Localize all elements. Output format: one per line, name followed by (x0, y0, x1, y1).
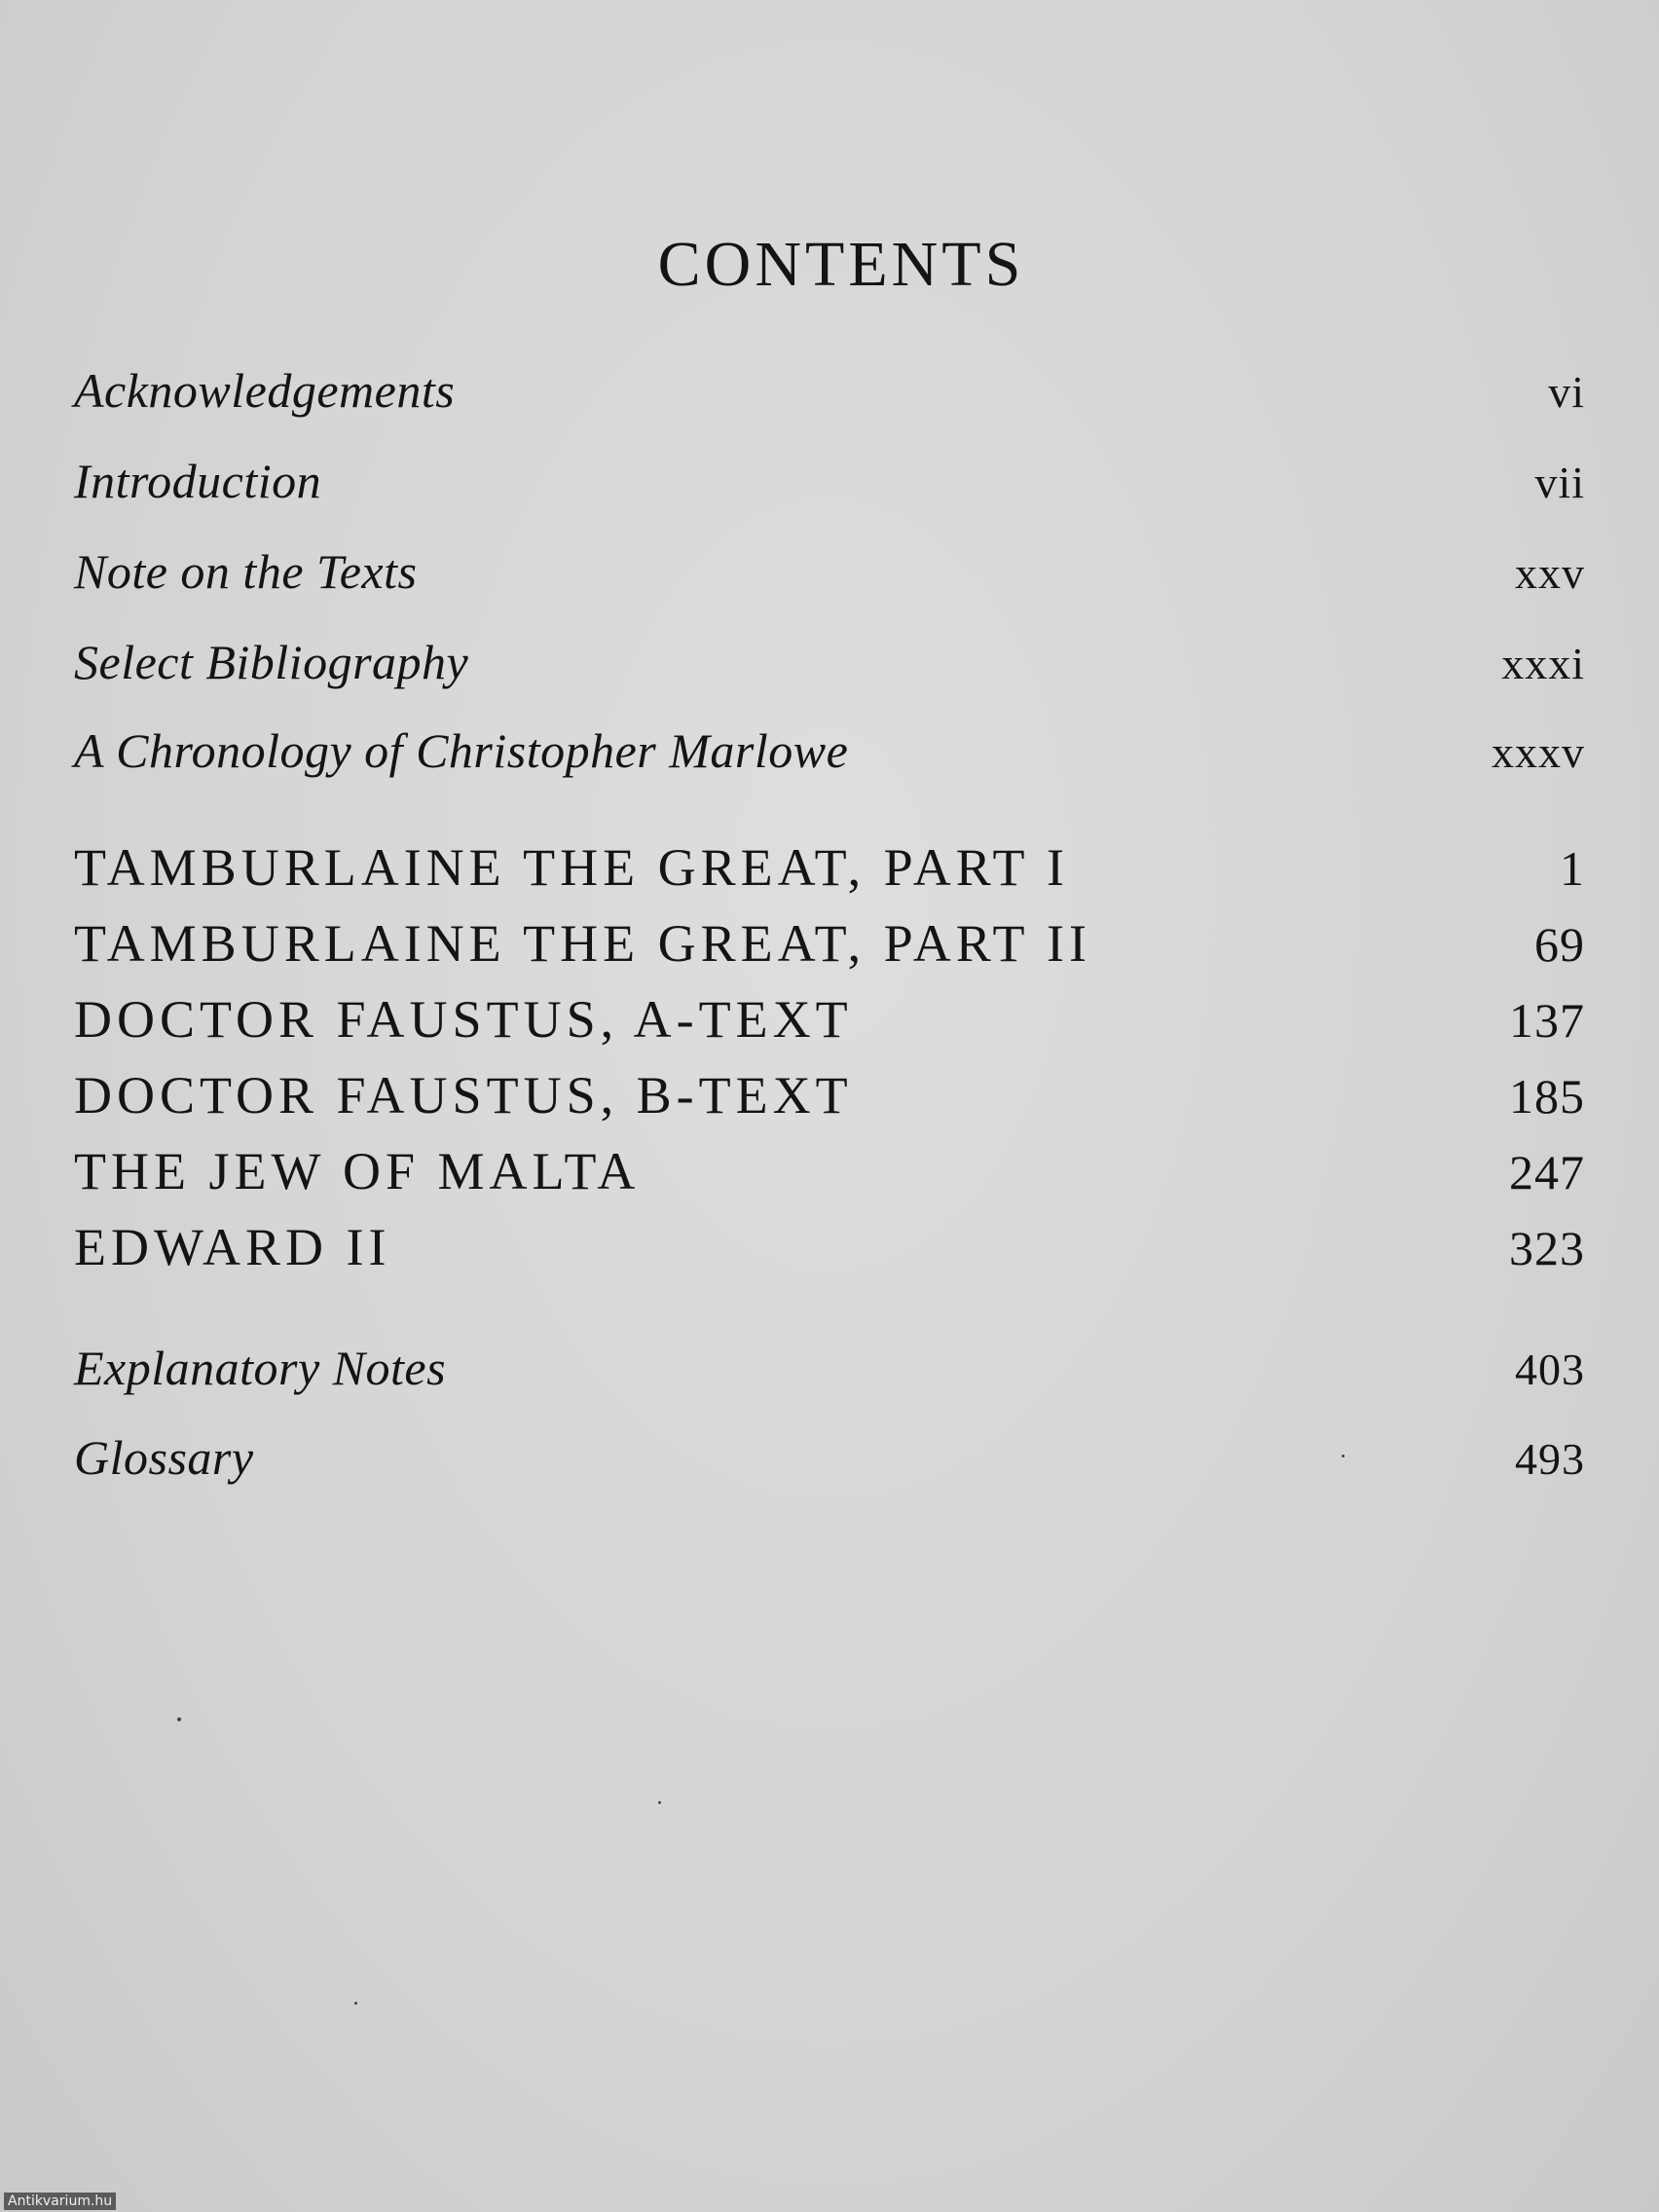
toc-entry-label: EDWARD II (74, 1218, 391, 1276)
toc-entry-edward-ii (74, 1217, 1585, 1277)
watermark: Antikvarium.hu (4, 2193, 116, 2210)
toc-entry-label: A Chronology of Christopher Marlowe (74, 723, 849, 778)
toc-entry-page: 1 (1560, 841, 1585, 896)
toc-entry-page: 323 (1509, 1221, 1585, 1275)
toc-entry-page: 185 (1509, 1069, 1585, 1124)
toc-entry-label: Explanatory Notes (74, 1341, 447, 1395)
toc-entry-page: 247 (1509, 1145, 1585, 1199)
toc-entry-page: xxxi (1501, 639, 1585, 688)
toc-entry-label: Note on the Texts (74, 544, 418, 599)
toc-entry-select-bibliography (74, 634, 1585, 690)
toc-entry-label: DOCTOR FAUSTUS, B-TEXT (74, 1066, 853, 1124)
toc-entry-label: Glossary (74, 1430, 254, 1485)
toc-entry-page: xxxv (1492, 727, 1585, 777)
paper-speck (177, 1717, 181, 1721)
toc-entry-explanatory-notes (74, 1340, 1585, 1396)
toc-entry-chronology (74, 722, 1585, 779)
toc-entry-label: TAMBURLAINE THE GREAT, PART I (74, 838, 1069, 897)
toc-entry-label: DOCTOR FAUSTUS, A-TEXT (74, 990, 853, 1049)
toc-entry-page: 69 (1534, 917, 1585, 972)
toc-entry-page: 137 (1509, 993, 1585, 1048)
paper-speck (658, 1801, 661, 1804)
toc-entry-page: vii (1534, 458, 1585, 507)
toc-entry-label: THE JEW OF MALTA (74, 1142, 641, 1200)
toc-entry-page: vi (1548, 367, 1585, 417)
toc-entry-glossary (74, 1429, 1585, 1486)
page-title: CONTENTS (657, 229, 1025, 300)
toc-entry-acknowledgements (74, 362, 1585, 419)
toc-entry-label: Acknowledgements (74, 363, 456, 418)
toc-entry-label: Introduction (74, 454, 322, 508)
toc-entry-introduction (74, 453, 1585, 509)
toc-entry-label: Select Bibliography (74, 635, 469, 689)
toc-entry-page: 403 (1515, 1345, 1585, 1394)
paper-speck (1342, 1455, 1345, 1457)
toc-entry-jew-of-malta (74, 1141, 1585, 1201)
toc-entry-page: 493 (1515, 1434, 1585, 1484)
toc-entry-doctor-faustus-b (74, 1065, 1585, 1125)
toc-entry-note-on-texts (74, 543, 1585, 600)
toc-entry-doctor-faustus-a (74, 989, 1585, 1050)
toc-entry-tamburlaine-part-2 (74, 913, 1585, 974)
toc-entry-label: TAMBURLAINE THE GREAT, PART II (74, 914, 1091, 973)
paper-speck (354, 2002, 357, 2005)
toc-entry-tamburlaine-part-1 (74, 837, 1585, 898)
toc-entry-page: xxv (1515, 548, 1585, 598)
